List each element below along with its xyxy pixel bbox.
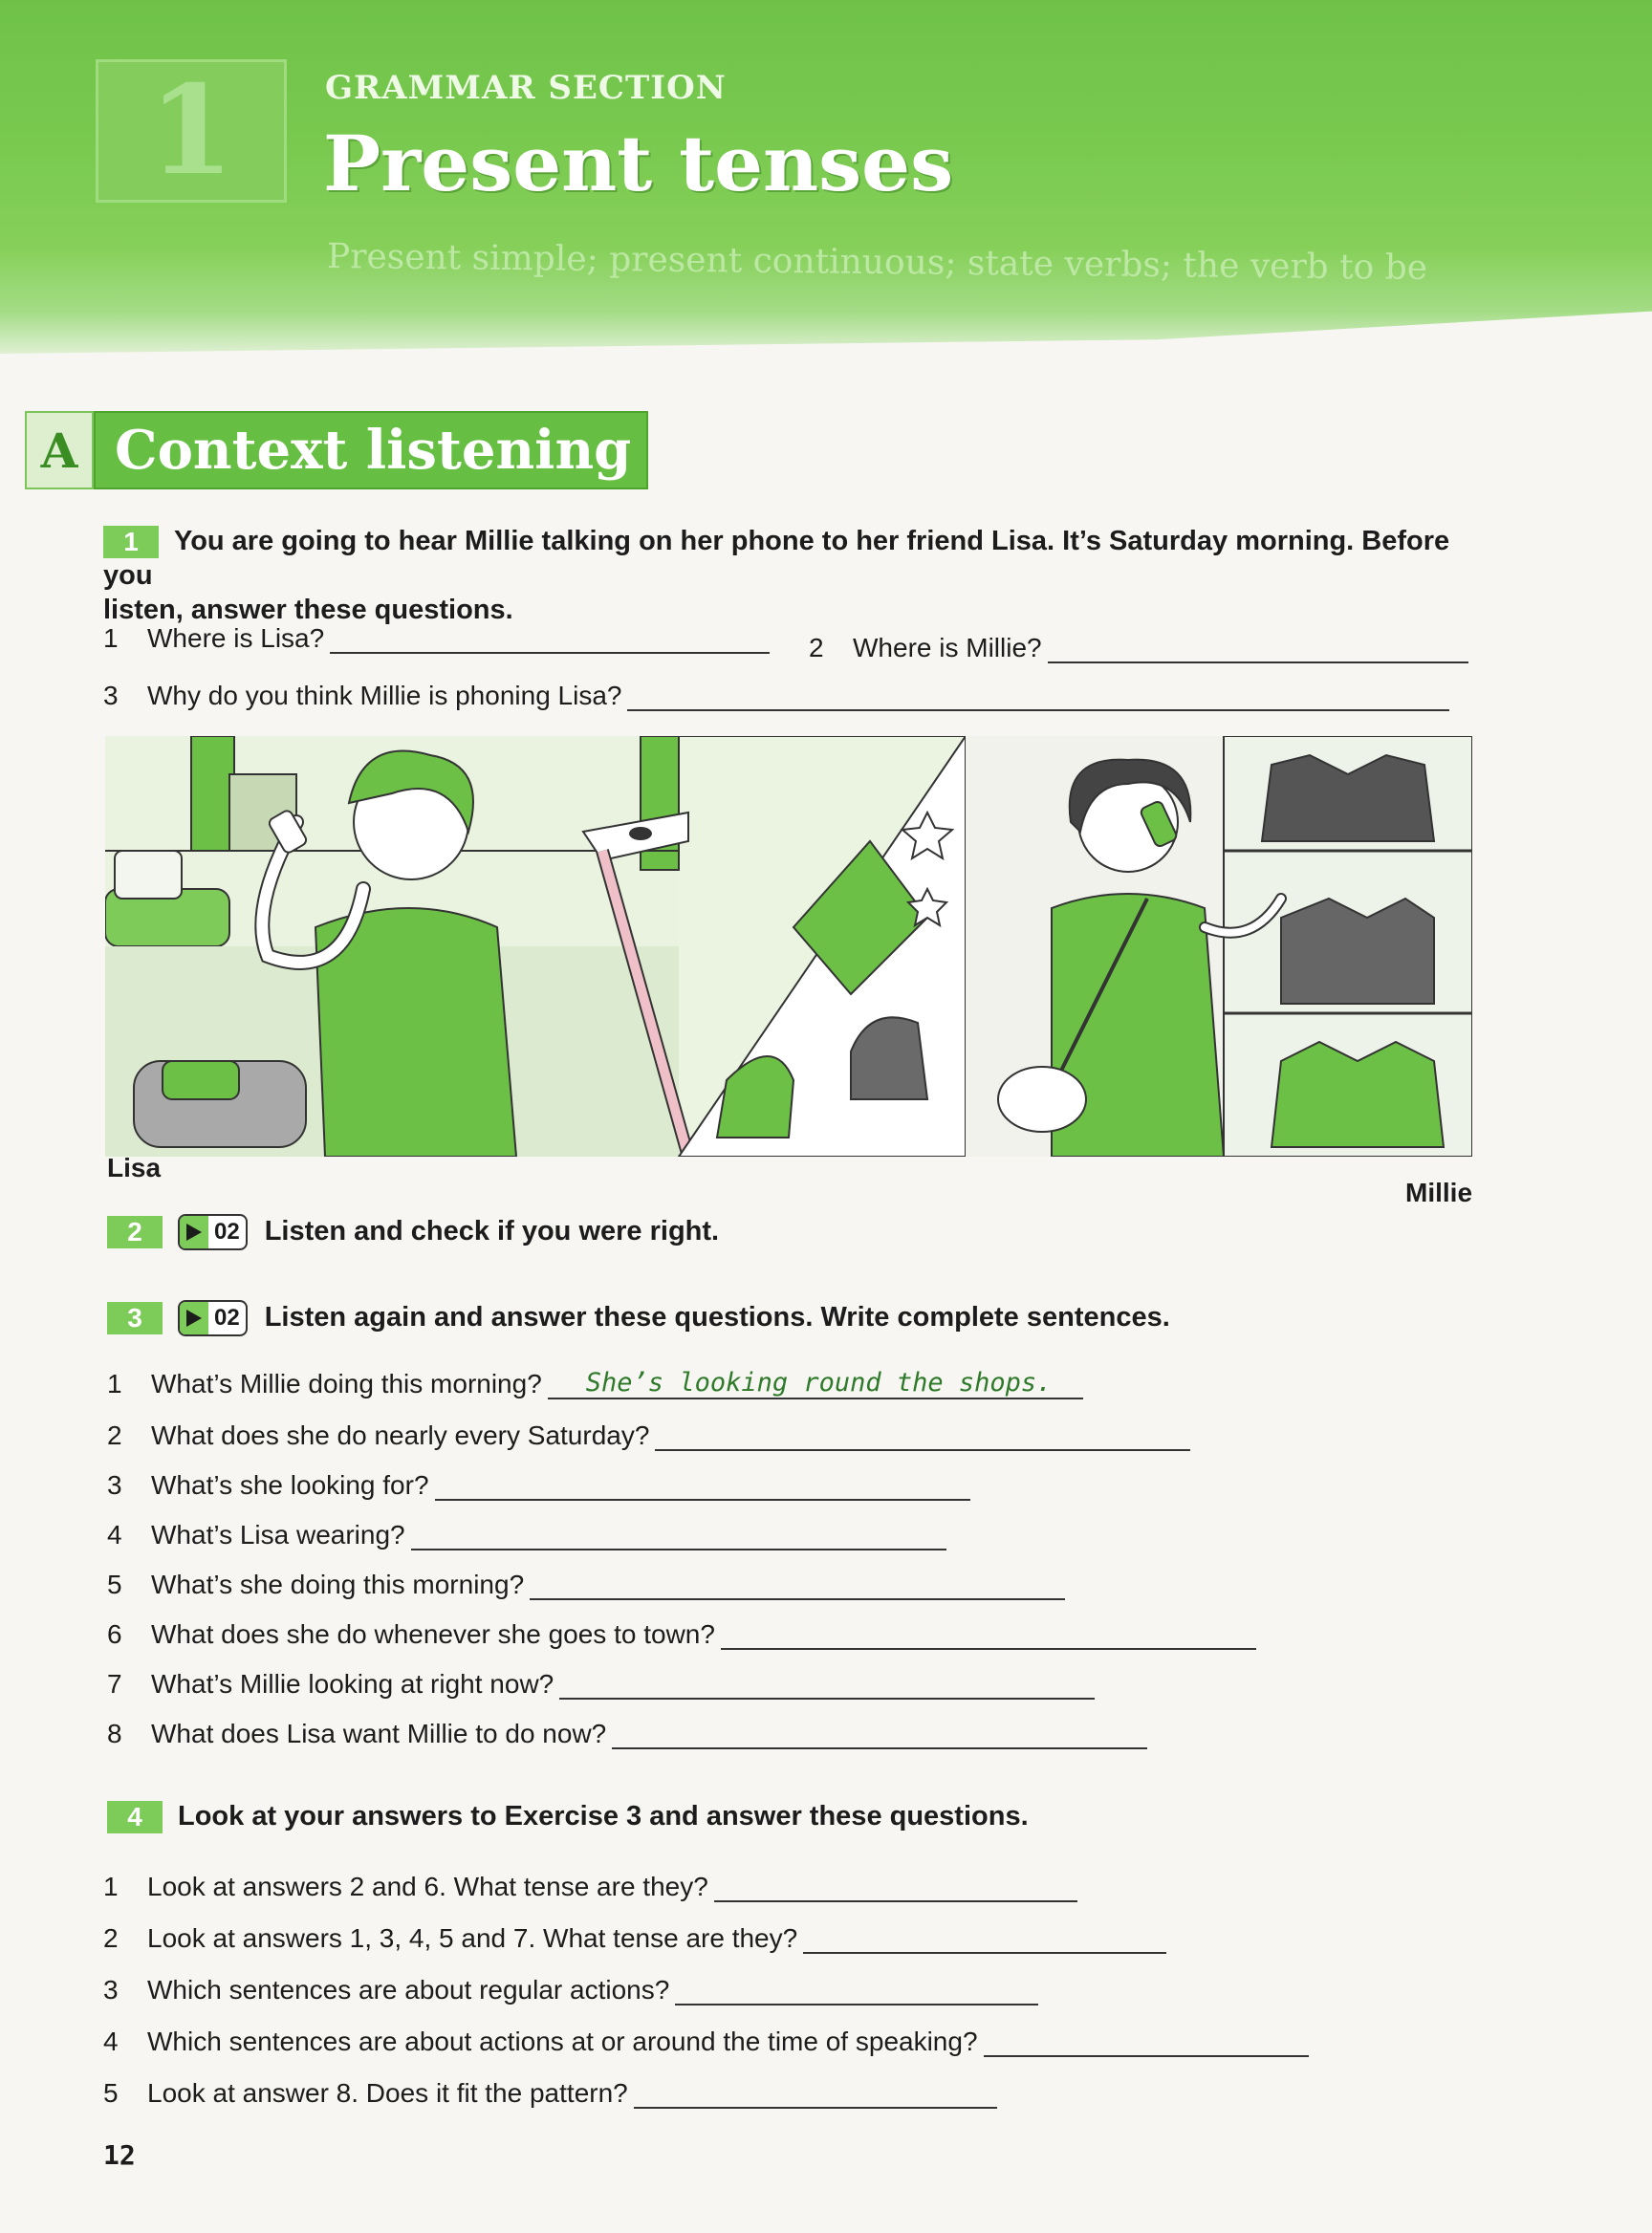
question-text: What’s Millie doing this morning? bbox=[151, 1369, 542, 1398]
answer-line[interactable] bbox=[714, 1879, 1077, 1902]
answer-line[interactable] bbox=[530, 1577, 1065, 1600]
question-number: 1 bbox=[103, 623, 119, 653]
answer-line[interactable] bbox=[627, 688, 1449, 711]
audio-track-button[interactable] bbox=[178, 1300, 248, 1336]
answer-line[interactable] bbox=[634, 2086, 997, 2109]
section-label: GRAMMAR SECTION bbox=[325, 69, 727, 107]
exercise-3-instruction bbox=[107, 1300, 1170, 1336]
exercise-4-instruction bbox=[107, 1799, 1029, 1833]
chapter-number-box bbox=[96, 59, 287, 203]
part-letter: A bbox=[25, 411, 94, 489]
question-text: Where is Lisa? bbox=[147, 623, 325, 653]
question-row bbox=[107, 1669, 1095, 1700]
answer-line[interactable] bbox=[675, 1983, 1038, 2005]
question-row bbox=[103, 2027, 1309, 2057]
part-title: Context listening bbox=[94, 411, 648, 489]
question-row bbox=[107, 1420, 1190, 1451]
question-number: 4 bbox=[107, 1520, 122, 1550]
answer-line[interactable] bbox=[655, 1428, 1190, 1451]
question-number: 3 bbox=[107, 1470, 122, 1500]
exercise-number-badge: 2 bbox=[107, 1216, 163, 1248]
question-row bbox=[103, 2078, 997, 2109]
question-row bbox=[809, 633, 1468, 663]
chapter-number: 1 bbox=[148, 59, 234, 203]
exercise-number-badge: 4 bbox=[107, 1801, 163, 1833]
exercise-2-instruction bbox=[107, 1214, 719, 1250]
millie-shop-scene bbox=[966, 736, 1472, 1157]
audio-track-button[interactable] bbox=[178, 1214, 248, 1250]
question-row bbox=[103, 623, 770, 654]
question-number: 6 bbox=[107, 1619, 122, 1649]
question-text: Look at answers 2 and 6. What tense are they? bbox=[147, 1872, 708, 1901]
question-row bbox=[107, 1520, 946, 1550]
question-row bbox=[107, 1470, 970, 1501]
question-row bbox=[107, 1619, 1256, 1650]
exercise-number-badge: 3 bbox=[107, 1302, 163, 1334]
question-number: 4 bbox=[103, 2027, 119, 2056]
answer-line[interactable] bbox=[803, 1931, 1166, 1954]
question-number: 2 bbox=[809, 633, 824, 662]
question-text: Which sentences are about actions at or around the time of speaking? bbox=[147, 2027, 978, 2056]
caption-millie: Millie bbox=[1405, 1178, 1473, 1207]
question-text: Where is Millie? bbox=[853, 633, 1042, 662]
question-text: Look at answers 1, 3, 4, 5 and 7. What tense are they? bbox=[147, 1923, 798, 1953]
question-number: 2 bbox=[103, 1923, 119, 1953]
question-number: 1 bbox=[103, 1872, 119, 1901]
question-row bbox=[103, 1923, 1166, 1954]
question-text: Why do you think Millie is phoning Lisa? bbox=[147, 681, 622, 710]
exercise-1-instruction bbox=[103, 524, 1480, 627]
question-number: 7 bbox=[107, 1669, 122, 1699]
instruction-text: Listen and check if you were right. bbox=[264, 1216, 720, 1247]
question-text: What does she do nearly every Saturday? bbox=[151, 1420, 650, 1450]
question-text: Look at answer 8. Does it fit the pattern? bbox=[147, 2078, 628, 2108]
answer-line[interactable] bbox=[721, 1627, 1256, 1650]
question-number: 8 bbox=[107, 1719, 122, 1748]
play-icon bbox=[180, 1302, 208, 1334]
instruction-text: Look at your answers to Exercise 3 and answer these questions. bbox=[178, 1801, 1029, 1832]
answer-line[interactable] bbox=[435, 1478, 970, 1501]
page-title: Present tenses bbox=[323, 119, 954, 208]
question-row bbox=[107, 1570, 1065, 1600]
answer-line[interactable] bbox=[548, 1368, 1083, 1399]
question-row bbox=[107, 1369, 1083, 1399]
track-number: 02 bbox=[214, 1305, 240, 1332]
question-row bbox=[103, 1975, 1038, 2005]
answer-line[interactable] bbox=[612, 1726, 1147, 1749]
part-a-heading bbox=[25, 411, 648, 489]
answer-line[interactable] bbox=[984, 2034, 1309, 2057]
handwritten-answer: She’s looking round the shops. bbox=[585, 1368, 1053, 1398]
question-text: What’s she looking for? bbox=[151, 1470, 429, 1500]
instruction-line-1: You are going to hear Millie talking on her phone to her friend Lisa. It’s Saturday morning. Before you bbox=[103, 526, 1450, 592]
question-number: 3 bbox=[103, 1975, 119, 2005]
answer-line[interactable] bbox=[330, 631, 770, 654]
page-subtitle: Present simple; present continuous; state verbs; the verb to be bbox=[326, 236, 1428, 289]
question-text: Which sentences are about regular actions? bbox=[147, 1975, 670, 2005]
question-text: What does Lisa want Millie to do now? bbox=[151, 1719, 607, 1748]
question-row bbox=[103, 681, 1449, 711]
play-icon bbox=[180, 1216, 208, 1248]
lisa-room-scene bbox=[105, 736, 688, 1157]
question-number: 5 bbox=[107, 1570, 122, 1599]
question-number: 1 bbox=[107, 1369, 122, 1398]
instruction-text: Listen again and answer these questions. Write complete sentences. bbox=[264, 1302, 1170, 1333]
caption-lisa: Lisa bbox=[107, 1153, 162, 1182]
question-text: What’s she doing this morning? bbox=[151, 1570, 525, 1599]
page-number: 12 bbox=[103, 2139, 136, 2171]
question-number: 3 bbox=[103, 681, 119, 710]
question-row bbox=[103, 1872, 1077, 1902]
instruction-line-2: listen, answer these questions. bbox=[103, 595, 513, 626]
answer-line[interactable] bbox=[411, 1528, 946, 1550]
answer-line[interactable] bbox=[1048, 640, 1468, 663]
track-number: 02 bbox=[214, 1219, 240, 1246]
question-text: What’s Millie looking at right now? bbox=[151, 1669, 554, 1699]
question-row bbox=[107, 1719, 1147, 1749]
exercise-number-badge: 1 bbox=[103, 526, 159, 558]
question-number: 5 bbox=[103, 2078, 119, 2108]
answer-line[interactable] bbox=[559, 1677, 1095, 1700]
question-number: 2 bbox=[107, 1420, 122, 1450]
question-text: What’s Lisa wearing? bbox=[151, 1520, 405, 1550]
illustration bbox=[105, 736, 1472, 1157]
question-text: What does she do whenever she goes to town? bbox=[151, 1619, 715, 1649]
